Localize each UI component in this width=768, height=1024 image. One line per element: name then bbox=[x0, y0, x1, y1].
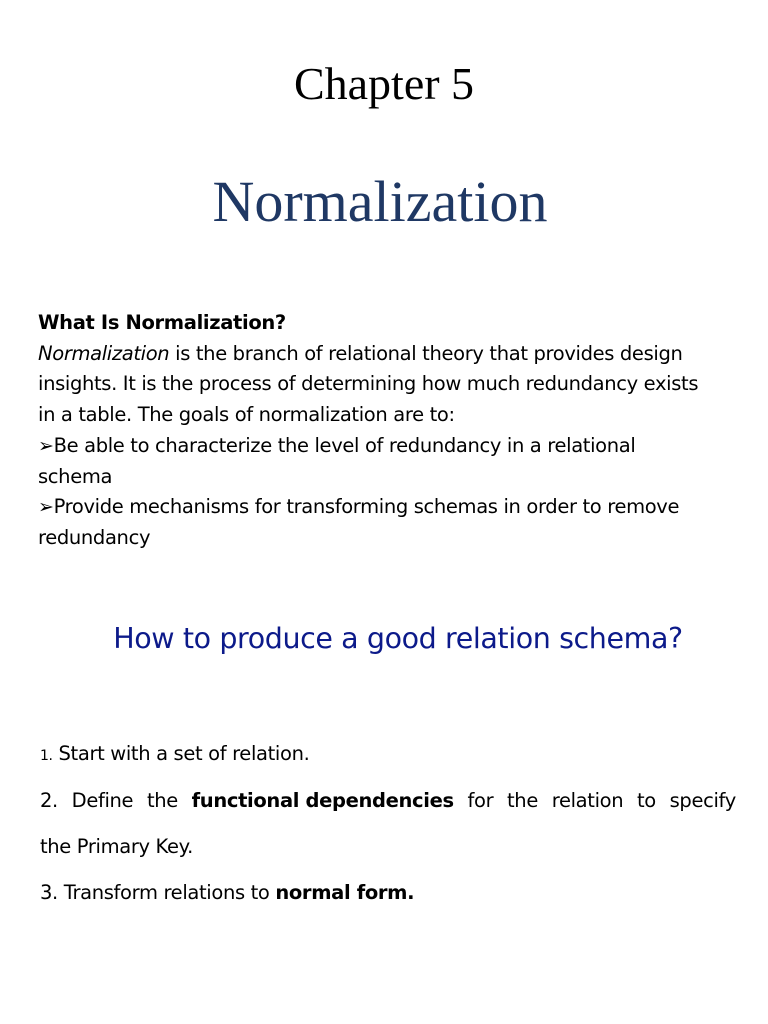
step-1-number: 1. bbox=[40, 748, 53, 764]
step-2-word: 2. bbox=[40, 789, 58, 812]
step-3 bbox=[40, 881, 414, 904]
step-1-text: Start with a set of relation. bbox=[52, 742, 310, 765]
step-2-line1 bbox=[40, 789, 736, 812]
step-2-line2: the Primary Key. bbox=[40, 835, 193, 858]
arrow-bullet-icon: ➢ bbox=[38, 434, 54, 457]
step-3-bold-term: normal form. bbox=[275, 881, 415, 904]
step-2-bold-term: functional dependencies bbox=[191, 789, 454, 812]
chapter-title: Chapter 5 bbox=[293, 58, 475, 109]
intro-heading: What Is Normalization? bbox=[38, 311, 286, 334]
step-2-word: to bbox=[636, 789, 656, 812]
bullet-item-1 bbox=[38, 431, 760, 462]
intro-line3: in a table. The goals of normalization are to: bbox=[38, 403, 455, 427]
bullet-1-line1: Be able to characterize the level of redundancy in a relational bbox=[53, 433, 636, 457]
intro-line1-rest: is the branch of relational theory that provides design bbox=[169, 341, 683, 365]
arrow-bullet-icon: ➢ bbox=[38, 496, 54, 519]
step-1 bbox=[40, 742, 309, 765]
section-heading: How to produce a good relation schema? bbox=[113, 622, 683, 655]
step-3-text: 3. Transform relations to bbox=[40, 881, 276, 904]
bullet-item-2 bbox=[38, 492, 760, 523]
step-2-word: relation bbox=[551, 789, 624, 812]
intro-term: Normalization bbox=[38, 341, 170, 365]
intro-line2: insights. It is the process of determining how much redundancy exists bbox=[38, 372, 699, 396]
intro-paragraph bbox=[38, 339, 760, 370]
page-title: Normalization bbox=[212, 169, 548, 234]
step-2-word: the bbox=[507, 789, 538, 812]
intro-section bbox=[38, 308, 760, 554]
step-2-word: specify bbox=[669, 789, 736, 812]
step-2-word: Define bbox=[71, 789, 134, 812]
bullet-2-line1: Provide mechanisms for transforming schemas in order to remove bbox=[53, 495, 680, 519]
bullet-1-line2: schema bbox=[38, 464, 113, 488]
bullet-2-line2: redundancy bbox=[38, 525, 151, 549]
step-2-word: the bbox=[146, 789, 178, 812]
step-2-word: for bbox=[467, 789, 494, 812]
